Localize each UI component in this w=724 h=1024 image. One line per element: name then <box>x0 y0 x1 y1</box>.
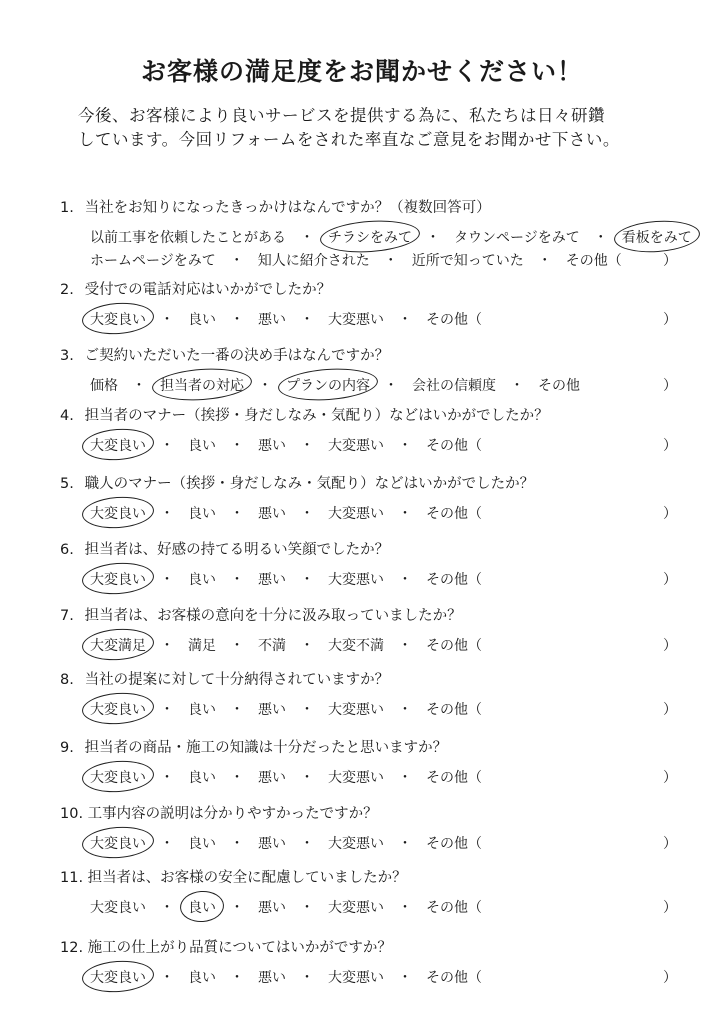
separator-dot: ・ <box>160 900 174 916</box>
option[interactable]: 大変悪い <box>328 970 384 986</box>
option-row <box>88 309 677 328</box>
option[interactable]: 大変悪い <box>328 836 384 852</box>
separator-dot: ・ <box>300 970 314 986</box>
option-circled[interactable]: 大変良い <box>88 767 148 787</box>
separator-dot: ・ <box>398 572 412 588</box>
option[interactable]: 悪い <box>258 836 286 852</box>
separator-dot: ・ <box>160 702 174 718</box>
option-row <box>88 503 677 522</box>
separator-dot: ・ <box>229 253 244 269</box>
option-row <box>88 635 677 654</box>
question-number: 6. <box>60 542 74 558</box>
question-number: 2. <box>60 282 74 298</box>
question-8 <box>60 668 677 718</box>
option[interactable]: その他（ <box>426 572 482 588</box>
question-5 <box>60 472 677 522</box>
option[interactable]: その他（ <box>426 770 482 786</box>
close-paren: ） <box>663 253 677 269</box>
option-row <box>88 767 677 786</box>
question-text <box>60 936 660 957</box>
option[interactable]: 良い <box>188 438 216 454</box>
question-number: 12. <box>60 940 84 956</box>
close-paren: ） <box>663 970 677 986</box>
option-circled[interactable]: 担当者の対応 <box>158 375 246 395</box>
option[interactable]: その他 <box>538 378 580 394</box>
option-circled[interactable]: 大変良い <box>88 309 148 329</box>
separator-dot: ・ <box>398 312 412 328</box>
question-label: 当社をお知りになったきっかけはなんですか？（複数回答可） <box>80 200 491 216</box>
option-circled[interactable]: 良い <box>186 897 218 917</box>
question-4 <box>60 404 677 454</box>
separator-dot: ・ <box>160 970 174 986</box>
separator-dot: ・ <box>230 638 244 654</box>
option[interactable]: 満足 <box>188 638 216 654</box>
option[interactable]: 大変悪い <box>328 438 384 454</box>
option[interactable]: その他（ <box>426 702 482 718</box>
separator-dot: ・ <box>398 638 412 654</box>
page-title: お客様の満足度をお聞かせください！ <box>140 57 583 86</box>
question-label: ご契約いただいた一番の決め手はなんですか？ <box>80 348 390 364</box>
option-circled[interactable]: 大変良い <box>88 833 148 853</box>
question-number: 5. <box>60 476 74 492</box>
option[interactable]: 大変悪い <box>328 770 384 786</box>
close-paren: ） <box>663 900 677 916</box>
close-paren: ） <box>663 438 677 454</box>
option-circled[interactable]: プランの内容 <box>284 375 372 395</box>
option[interactable]: その他（ <box>426 638 482 654</box>
question-12 <box>60 936 677 986</box>
question-label: 担当者は、お客様の意向を十分に汲み取っていましたか？ <box>80 608 462 624</box>
separator-dot: ・ <box>300 770 314 786</box>
option-row <box>88 897 677 916</box>
separator-dot: ・ <box>230 312 244 328</box>
option[interactable]: 会社の信頼度 <box>412 378 496 394</box>
option[interactable]: 悪い <box>258 900 286 916</box>
question-label: 担当者は、好感の持てる明るい笑顔でしたか？ <box>80 542 390 558</box>
question-text <box>60 278 660 299</box>
option-circled[interactable]: 大変良い <box>88 435 148 455</box>
question-text <box>60 344 660 365</box>
separator-dot: ・ <box>300 836 314 852</box>
separator-dot: ・ <box>510 378 524 394</box>
separator-dot: ・ <box>300 312 314 328</box>
separator-dot: ・ <box>300 572 314 588</box>
option[interactable]: 悪い <box>258 312 286 328</box>
separator-dot: ・ <box>230 770 244 786</box>
separator-dot: ・ <box>230 572 244 588</box>
question-11 <box>60 866 677 916</box>
option[interactable]: 大変悪い <box>328 506 384 522</box>
separator-dot: ・ <box>300 900 314 916</box>
option[interactable]: 知人に紹介された <box>257 253 370 269</box>
question-number: 9. <box>60 740 74 756</box>
option[interactable]: 大変悪い <box>328 900 384 916</box>
option[interactable]: 良い <box>188 572 216 588</box>
option-circled[interactable]: 大変満足 <box>88 635 148 655</box>
close-paren: ） <box>663 572 677 588</box>
option[interactable]: その他（ <box>426 900 482 916</box>
question-10 <box>60 802 677 852</box>
separator-dot: ・ <box>300 638 314 654</box>
option[interactable]: 悪い <box>258 770 286 786</box>
separator-dot: ・ <box>258 378 272 394</box>
question-number: 8. <box>60 672 74 688</box>
option-row <box>88 227 692 246</box>
question-text <box>60 736 660 757</box>
question-label: 担当者は、お客様の安全に配慮していましたか？ <box>83 870 407 886</box>
option-circled[interactable]: 大変良い <box>88 569 148 589</box>
option-circled[interactable]: 大変良い <box>88 967 148 987</box>
option-circled[interactable]: 大変良い <box>88 503 148 523</box>
separator-dot: ・ <box>160 572 174 588</box>
intro-line-1: 今後、お客様により良いサービスを提供する為に、私たちは日々研鑽 <box>78 106 605 125</box>
option[interactable]: 大変良い <box>90 900 146 916</box>
option[interactable]: 良い <box>188 312 216 328</box>
separator-dot: ・ <box>398 438 412 454</box>
question-number: 11. <box>60 870 84 886</box>
question-label: 担当者のマナー（挨拶・身だしなみ・気配り）などはいかがでしたか？ <box>80 408 549 424</box>
question-7 <box>60 604 677 654</box>
option-circled[interactable]: チラシをみて <box>326 227 414 247</box>
option-row <box>88 833 677 852</box>
close-paren: ） <box>663 312 677 328</box>
question-9 <box>60 736 677 786</box>
question-text <box>60 604 660 625</box>
question-number: 3. <box>60 348 74 364</box>
intro-line-2: しています。今回リフォームをされた率直なご意見をお聞かせ下さい。 <box>78 130 620 149</box>
option[interactable]: その他（ <box>426 970 482 986</box>
question-label: 工事内容の説明は分かりやすかったですか？ <box>83 806 378 822</box>
option[interactable]: 良い <box>188 970 216 986</box>
separator-dot: ・ <box>230 506 244 522</box>
separator-dot: ・ <box>300 702 314 718</box>
option[interactable]: 近所で知っていた <box>411 253 524 269</box>
option-circled[interactable]: 看板をみて <box>620 227 694 247</box>
option[interactable]: 不満 <box>258 638 286 654</box>
question-label: 担当者の商品・施工の知識は十分だったと思いますか？ <box>80 740 448 756</box>
separator-dot: ・ <box>383 253 398 269</box>
separator-dot: ・ <box>160 638 174 654</box>
separator-dot: ・ <box>230 970 244 986</box>
option[interactable]: 大変悪い <box>328 572 384 588</box>
option[interactable]: その他（ <box>426 836 482 852</box>
separator-dot: ・ <box>398 836 412 852</box>
option[interactable]: 悪い <box>258 506 286 522</box>
option[interactable]: 悪い <box>258 970 286 986</box>
separator-dot: ・ <box>398 900 412 916</box>
question-label: 受付での電話対応はいかがでしたか？ <box>80 282 332 298</box>
question-number: 1. <box>60 200 74 216</box>
separator-dot: ・ <box>300 506 314 522</box>
separator-dot: ・ <box>593 230 608 246</box>
close-paren: ） <box>663 770 677 786</box>
question-6 <box>60 538 677 588</box>
separator-dot: ・ <box>230 438 244 454</box>
close-paren: ） <box>663 836 677 852</box>
question-1 <box>60 196 692 269</box>
option-row <box>88 375 677 394</box>
option[interactable]: 大変悪い <box>328 312 384 328</box>
question-text <box>60 538 660 559</box>
option[interactable]: 良い <box>188 770 216 786</box>
question-text <box>60 668 660 689</box>
option[interactable]: 大変悪い <box>328 702 384 718</box>
option[interactable]: 良い <box>188 836 216 852</box>
separator-dot: ・ <box>300 438 314 454</box>
option-row <box>88 699 677 718</box>
separator-dot: ・ <box>230 900 244 916</box>
close-paren: ） <box>663 638 677 654</box>
option[interactable]: 良い <box>188 702 216 718</box>
question-number: 4. <box>60 408 74 424</box>
option[interactable]: 大変不満 <box>328 638 384 654</box>
intro-text <box>78 104 678 152</box>
option[interactable]: 悪い <box>258 438 286 454</box>
option-row <box>88 250 677 269</box>
separator-dot: ・ <box>398 770 412 786</box>
option[interactable]: その他（ <box>426 506 482 522</box>
question-number: 10. <box>60 806 84 822</box>
question-text <box>60 196 660 217</box>
separator-dot: ・ <box>160 312 174 328</box>
option[interactable]: 価格 <box>90 378 118 394</box>
separator-dot: ・ <box>398 506 412 522</box>
question-label: 施工の仕上がり品質についてはいかがですか？ <box>83 940 392 956</box>
separator-dot: ・ <box>160 506 174 522</box>
option[interactable]: 良い <box>188 506 216 522</box>
separator-dot: ・ <box>230 702 244 718</box>
question-number: 7. <box>60 608 74 624</box>
question-2 <box>60 278 677 328</box>
question-text <box>60 802 660 823</box>
question-text <box>60 866 660 887</box>
option[interactable]: 悪い <box>258 572 286 588</box>
option[interactable]: ホームページをみて <box>90 253 216 269</box>
separator-dot: ・ <box>426 230 440 246</box>
separator-dot: ・ <box>132 378 146 394</box>
separator-dot: ・ <box>384 378 398 394</box>
separator-dot: ・ <box>160 438 174 454</box>
option[interactable]: タウンページをみて <box>454 230 580 246</box>
separator-dot: ・ <box>537 253 552 269</box>
question-3 <box>60 344 677 394</box>
option[interactable]: 以前工事を依頼したことがある <box>90 230 286 246</box>
separator-dot: ・ <box>230 836 244 852</box>
question-label: 職人のマナー（挨拶・身だしなみ・気配り）などはいかがでしたか？ <box>80 476 535 492</box>
option-circled[interactable]: 大変良い <box>88 699 148 719</box>
option-row <box>88 569 677 588</box>
separator-dot: ・ <box>300 230 314 246</box>
question-text <box>60 404 660 425</box>
question-label: 当社の提案に対して十分納得されていますか？ <box>80 672 390 688</box>
option[interactable]: その他（ <box>565 253 622 269</box>
separator-dot: ・ <box>398 702 412 718</box>
close-paren: ） <box>663 702 677 718</box>
option-row <box>88 967 677 986</box>
option[interactable]: その他（ <box>426 438 482 454</box>
option[interactable]: 悪い <box>258 702 286 718</box>
separator-dot: ・ <box>160 836 174 852</box>
separator-dot: ・ <box>398 970 412 986</box>
close-paren: ） <box>663 506 677 522</box>
option-row <box>88 435 677 454</box>
option[interactable]: その他（ <box>426 312 482 328</box>
separator-dot: ・ <box>160 770 174 786</box>
question-text <box>60 472 660 493</box>
close-paren: ） <box>663 378 677 394</box>
